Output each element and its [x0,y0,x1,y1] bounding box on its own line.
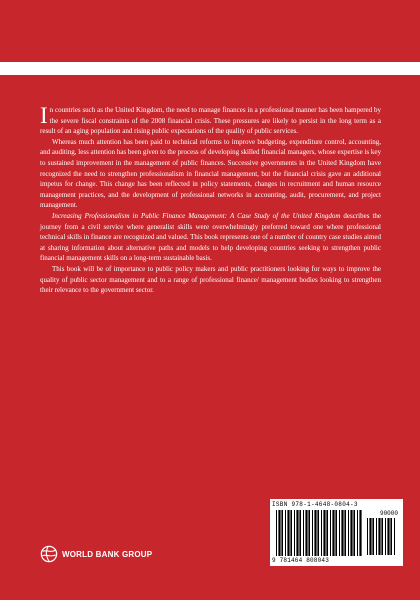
barcode-bar [303,510,304,556]
drop-cap: I [40,103,48,128]
barcode-bar [285,510,286,556]
barcode-bars [276,510,362,556]
barcode-bar [312,510,313,556]
barcode-bar [372,518,374,555]
back-cover-text [40,105,381,296]
globe-icon [40,545,58,563]
barcode-bar [381,518,383,555]
price-barcode-bars [367,518,397,555]
paragraph-3 [40,211,381,264]
barcode-bar [332,510,334,556]
barcode-bar [296,510,298,556]
barcode-bar [348,510,349,556]
barcode-bar [305,510,307,556]
barcode-bar [276,510,277,556]
barcode-bar [290,510,292,556]
barcode-bar [314,510,316,556]
barcode-bar [326,510,328,556]
paragraph-1-text: n countries such as the United Kingdom, the need to manage finances in a professional manner has been hampered by the severe fiscal constraints of the 2008 financial crisis. These pressures are likely to persist in the long term as a result of an aging population and rising public expectations of the quality of public services. [40,106,381,136]
barcode-bar [317,510,319,556]
barcode-bar [278,510,280,556]
barcode-bar [394,518,395,555]
barcode-bar [339,510,340,556]
barcode-bar [357,510,358,556]
barcode-bar [369,518,371,555]
paragraph-2: Whereas much attention has been paid to technical reforms to improve budgeting, expenditure control, accounting, and auditing, less attention has been given to the process of developing skilled financial managers, whose expertise is key to sustained improvement in the management of public finances. Successive governments in the United Kingdom have recognized the need to strengthen professionalism in financial management, but the financial crisis gave an additional impetus for change. This change has been reflected in policy statements, changes in recruitment and human resource management practices, and the development of professional networks in accounting, audit, procurement, and project management. [40,137,381,210]
barcode-bar [330,510,331,556]
isbn-barcode [270,499,403,566]
barcode-bar [321,510,322,556]
barcode-bar [359,510,361,556]
cover-white-stripe [0,62,420,75]
paragraph-1 [40,105,381,137]
barcode-bar [294,510,295,556]
barcode-bar [353,510,355,556]
paragraph-3-text: describes the journey from a civil service where generalist skills were overwhelmingly preferred toward one where professional technical skills in finance are recognized and valued. This book represents one of a number of country case studies aimed at sharing information about alternative paths and models to help developing countries seeking to strengthen public financial management skills on a long-term sustainable basis. [40,211,381,263]
world-bank-group-logo [40,545,160,565]
barcode-bar [299,510,301,556]
barcode-bar [281,510,283,556]
barcode-bar [341,510,343,556]
barcode-bar [376,518,377,555]
isbn-label: ISBN 978-1-4648-0804-3 [272,501,358,508]
logo-text: WORLD BANK GROUP [62,550,153,559]
barcode-bar [308,510,310,556]
barcode-bar [367,518,368,555]
barcode-bar [335,510,337,556]
barcode-bar [287,510,289,556]
barcode-number: 9 781464 808043 [272,557,330,564]
barcode-bar [323,510,325,556]
price-code: 90000 [379,510,398,517]
paragraph-4: This book will be of importance to public policy makers and public practitioners looking for ways to improve the quality of public sector management and to a range of professional finance/ management bodies looking to strengthen their relevance to the government sector. [40,264,381,295]
barcode-bar [390,518,392,555]
barcode-bar [344,510,346,556]
book-title: Increasing Professionalism in Public Finance Management: A Case Study of the United Kingdom [52,211,341,220]
barcode-bar [350,510,352,556]
cover-top-band [0,0,420,62]
barcode-bar [378,518,380,555]
barcode-bar [385,518,386,555]
barcode-bar [387,518,389,555]
